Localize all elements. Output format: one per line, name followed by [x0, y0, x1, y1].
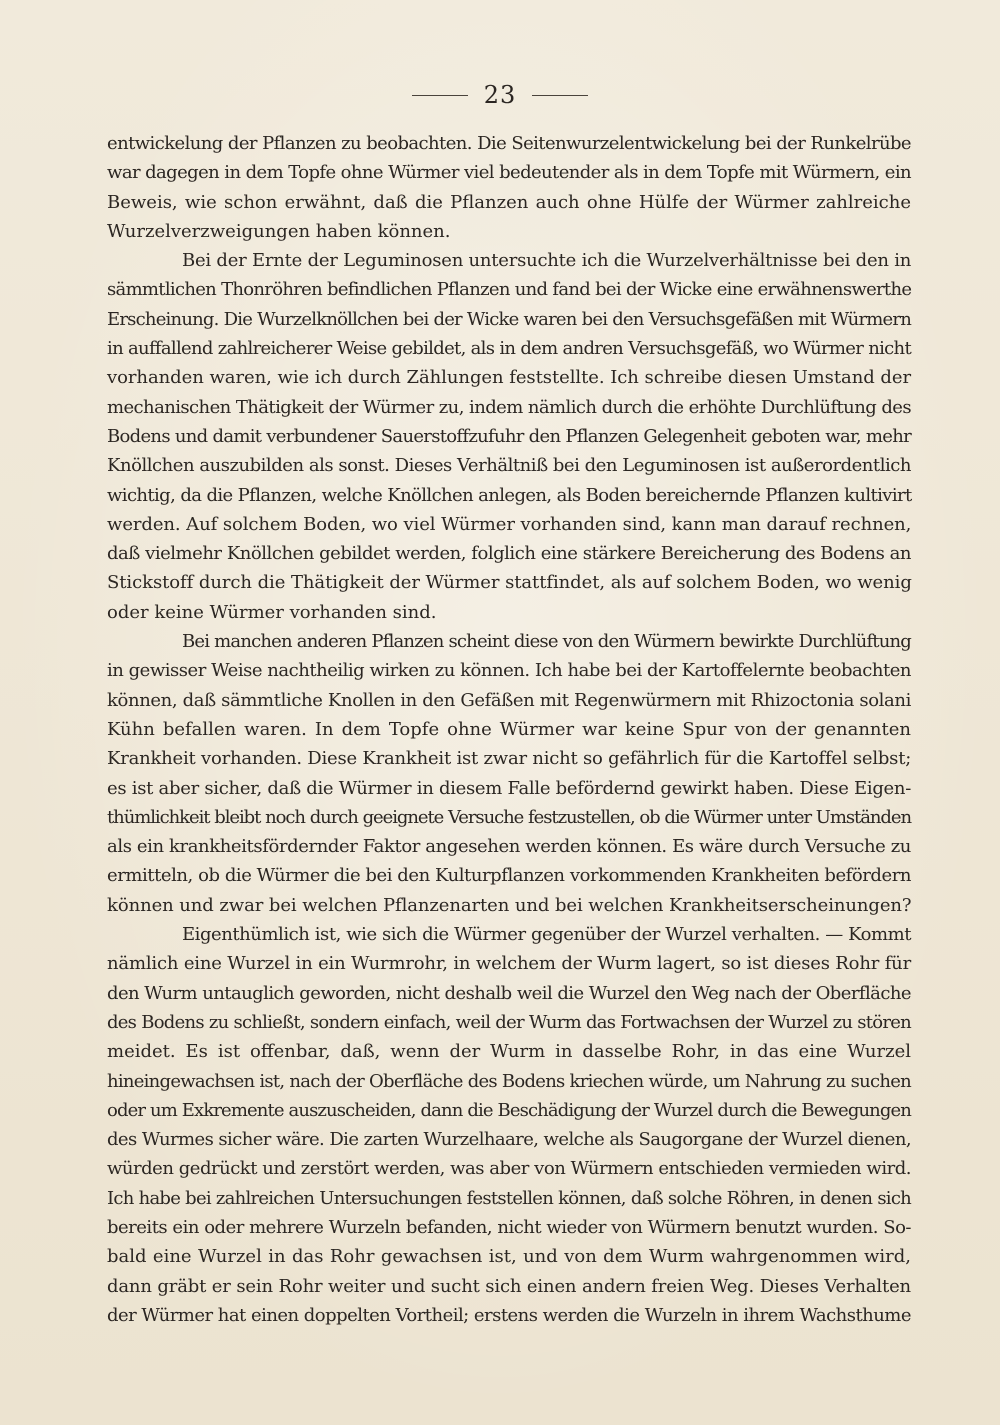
text-line: hineingewachsen ist, nach der Oberfläche des Bodens kriechen würde, um Nahrung zu suchen	[107, 1070, 911, 1092]
text-line: als ein krankheitsfördernder Faktor angesehen werden können. Es wäre durch Versuche zu	[107, 836, 911, 858]
body-text	[107, 129, 911, 1330]
text-line: daß vielmehr Knöllchen gebildet werden, folglich eine stärkere Bereicherung des Bodens an	[107, 543, 911, 565]
text-line: oder keine Würmer vorhanden sind.	[107, 601, 437, 623]
text-line: Knöllchen auszubilden als sonst. Dieses Verhältniß bei den Leguminosen ist außerordentlich	[107, 455, 911, 477]
text-line: der Würmer hat einen doppelten Vortheil; erstens werden die Wurzeln in ihrem Wachsthume	[107, 1304, 911, 1326]
text-line: des Bodens zu schließt, sondern einfach, weil der Wurm das Fortwachsen der Wurzel zu stören	[107, 1011, 911, 1033]
paragraph	[107, 129, 911, 246]
page-header	[0, 80, 1000, 110]
text-line: thümlichkeit bleibt noch durch geeignete Versuche festzustellen, ob die Würmer unter Umständen	[107, 806, 911, 828]
paragraph	[107, 920, 911, 1330]
text-line: mechanischen Thätigkeit der Würmer zu, indem nämlich durch die erhöhte Durchlüftung des	[107, 396, 911, 418]
text-line: Bei manchen anderen Pflanzen scheint diese von den Würmern bewirkte Durchlüftung	[182, 631, 911, 653]
paragraph	[107, 627, 911, 920]
text-line: war dagegen in dem Topfe ohne Würmer viel bedeutender als in dem Topfe mit Würmern, ein	[107, 162, 911, 184]
text-line: Stickstoff durch die Thätigkeit der Würmer stattfindet, als auf solchem Boden, wo wenig	[107, 572, 912, 594]
text-line: es ist aber sicher, daß die Würmer in diesem Falle befördernd gewirkt haben. Diese Eigen-	[107, 777, 911, 799]
text-line: des Wurmes sicher wäre. Die zarten Wurzelhaare, welche als Saugorgane der Wurzel dienen,	[107, 1129, 911, 1151]
paragraph	[107, 246, 911, 627]
page-number: 23	[483, 81, 517, 109]
text-line: dann gräbt er sein Rohr weiter und sucht sich einen andern freien Weg. Dieses Verhalten	[107, 1275, 911, 1297]
text-line: können, daß sämmtliche Knollen in den Gefäßen mit Regenwürmern mit Rhizoctonia solani	[107, 689, 911, 711]
text-line: bald eine Wurzel in das Rohr gewachsen ist, und von dem Wurm wahrgenommen wird,	[107, 1246, 911, 1268]
header-rule-left	[412, 95, 468, 96]
text-line: meidet. Es ist offenbar, daß, wenn der Wurm in dasselbe Rohr, in das eine Wurzel	[107, 1041, 911, 1063]
text-line: entwickelung der Pflanzen zu beobachten. Die Seitenwurzelentwickelung bei der Runkelrübe	[107, 133, 911, 154]
text-line: Bodens und damit verbundener Sauerstoffzufuhr den Pflanzen Gelegenheit geboten war, mehr	[107, 425, 912, 447]
text-line: Erscheinung. Die Wurzelknöllchen bei der Wicke waren bei den Versuchsgefäßen mit Würmern	[107, 308, 911, 330]
header-rule-right	[532, 95, 588, 96]
text-line: können und zwar bei welchen Pflanzenarten und bei welchen Krankheitserscheinungen?	[107, 894, 912, 916]
text-line: in gewisser Weise nachtheilig wirken zu können. Ich habe bei der Kartoffelernte beobachten	[107, 660, 911, 682]
text-line: Krankheit vorhanden. Diese Krankheit ist zwar nicht so gefährlich für die Kartoffel selbst;	[107, 748, 912, 770]
text-line: nämlich eine Wurzel in ein Wurmrohr, in welchem der Wurm lagert, so ist dieses Rohr für	[107, 953, 911, 975]
text-line: Eigenthümlich ist, wie sich die Würmer gegenüber der Wurzel verhalten. — Kommt	[182, 924, 911, 946]
text-line: wichtig, da die Pflanzen, welche Knöllchen anlegen, als Boden bereichernde Pflanzen kultivirt	[107, 484, 912, 506]
text-line: Ich habe bei zahlreichen Untersuchungen feststellen können, daß solche Röhren, in denen sich	[107, 1187, 911, 1209]
text-line: den Wurm untauglich geworden, nicht deshalb weil die Wurzel den Weg nach der Oberfläche	[107, 982, 911, 1004]
text-line: Bei der Ernte der Leguminosen untersuchte ich die Wurzelverhältnisse bei den in	[182, 250, 912, 272]
text-line: Beweis, wie schon erwähnt, daß die Pflanzen auch ohne Hülfe der Würmer zahlreiche	[107, 191, 911, 213]
text-line: bereits ein oder mehrere Wurzeln befanden, nicht wieder von Würmern benutzt wurden. So-	[107, 1216, 911, 1238]
text-line: Kühn befallen waren. In dem Topfe ohne Würmer war keine Spur von der genannten	[107, 718, 911, 740]
text-line: vorhanden waren, wie ich durch Zählungen feststellte. Ich schreibe diesen Umstand der	[107, 367, 911, 389]
text-line: würden gedrückt und zerstört werden, was aber von Würmern entschieden vermieden wird.	[107, 1158, 911, 1180]
text-line: oder um Exkremente auszuscheiden, dann die Beschädigung der Wurzel durch die Bewegungen	[107, 1099, 911, 1121]
text-line: werden. Auf solchem Boden, wo viel Würmer vorhanden sind, kann man darauf rechnen,	[107, 513, 912, 535]
text-line: Wurzelverzweigungen haben können.	[107, 220, 451, 242]
text-line: sämmtlichen Thonröhren befindlichen Pflanzen und fand bei der Wicke eine erwähnenswerthe	[107, 279, 912, 301]
text-line: in auffallend zahlreicherer Weise gebildet, als in dem andren Versuchsgefäß, wo Würmer nicht	[107, 338, 911, 360]
text-line: ermitteln, ob die Würmer die bei den Kulturpflanzen vorkommenden Krankheiten befördern	[107, 865, 912, 887]
